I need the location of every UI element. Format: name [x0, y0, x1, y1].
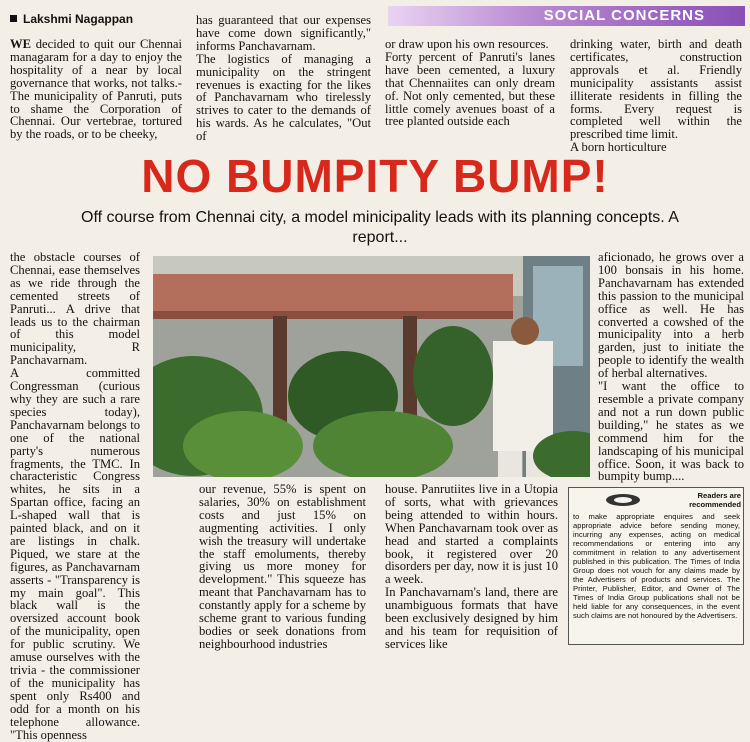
top-col-1-text: decided to quit our Chennai managaram for a day to enjoy the hospitality of a near by local governance that works, not talks.- The municipality of Panruti, puts to shame the Corporation of Chennai. Our vertebrae, tortured by the roads, or to be cheeky,	[10, 37, 182, 142]
top-col-1	[10, 38, 182, 141]
byline-author: Lakshmi Nagappan	[23, 12, 134, 26]
garden-photo-illustration	[153, 256, 590, 477]
garden-photo	[153, 256, 590, 477]
right-column: aficionado, he grows over a 100 bonsais in his home. Panchavarnam has extended this passion to the municipal office as well. He has converted a cowshed of the municipality into a herb garden, just to initiate the people to identify the wealth of herbal alternatives. "I want the office to resemble a private company and not a run down public building," he states as we commend him for the landscaping of his municipal office. Soon, it was back to bumpity bump....	[598, 250, 744, 484]
left-column: the obstacle courses of Chennai, ease themselves as we ride through the cemented streets of Panruti... A drive that leads us to the chairman of this model municipality, R Panchavarnam. A committed Congressman (curious why they are such a rare species today), Panchavarnam belongs to one of the national party's numerous fragments, the TMC. In characteristic Congress whites, he sits in a Spartan office, facing an L-shaped wall that is painted black, and on it are listings in chalk. Piqued, we stare at the figures, as Panchavarnam asserts - "Transparency is my main goal". This black wall is the oversized account book of the municipality, open for public scrutiny. We amuse ourselves with the trivia - the commissioner of the municipality has spent only Rs400 and odd for a month on his telephone allowance. "This openness	[10, 250, 140, 742]
lead-word: WE	[10, 37, 31, 51]
top-col-3: or draw upon his own resources. Forty percent of Panruti's lanes have been cemented, a luxury that Chennaiites can only dream of. Not only cemented, but these little comely avenues boast of a tree planted outside each	[385, 37, 555, 129]
top-col-2: has guaranteed that our expenses have come down significantly," informs Panchavarnam. The logistics of managing a municipality on the stringent revenues is exacting for the likes of Panchavarnam who tirelessly strives to cater to the demands of his wards. As he calculates, "Out of	[196, 13, 371, 144]
headline: NO BUMPITY BUMP!	[141, 150, 609, 202]
top-col-4: drinking water, birth and death certificates, construction approvals et al. Friendly municipality assistants assist illiterate residents in filling the forms. Every request is completed well within the prescribed time limit. A born horticulture	[570, 37, 742, 155]
advertiser-notice	[568, 487, 744, 645]
newspaper-emblem-icon	[605, 492, 641, 506]
section-banner: SOCIAL CONCERNS	[388, 6, 745, 26]
notice-body: to make appropriate enquires and seek appropriate advice before sending money, incurring any expenses, acting on medical recommendations or entering into any commitment in relation to any advertisement published in this publication. The Times of India Group does not vouch for any claims made by the Advertisers of products and services. The Printer, Publisher, Editor, and Owner of The Times of India Group publications shall not be held liable for any consequences, in the event such claims are not honoured by the Advertisers.	[573, 512, 740, 620]
bottom-col-2: our revenue, 55% is spent on salaries, 30% on establishment costs and just 15% on augmenting activities. I only wish the treasury will undertake the staff emoluments, thereby giving us more money for development." This squeeze has meant that Panchavarnam has to constantly apply for a scheme by scheme grant to various funding bodies or seek donations from neighbourhood industries	[199, 482, 366, 651]
square-bullet-icon	[10, 15, 17, 22]
notice-heading: Readers are recommended	[689, 491, 741, 509]
standfirst: Off course from Chennai city, a model minicipality leads with its planning concepts. A report...	[81, 209, 679, 246]
byline	[10, 12, 133, 26]
bottom-col-3: house. Panrutiites live in a Utopia of sorts, what with grievances being attended to within hours. When Panchavarnam took over as head and started a complaints book, it registered over 20 disorders per day, now it is just 10 a week. In Panchavarnam's land, there are unambiguous formats that have been exclusively designed by him and his team for requisition of services like	[385, 482, 558, 651]
